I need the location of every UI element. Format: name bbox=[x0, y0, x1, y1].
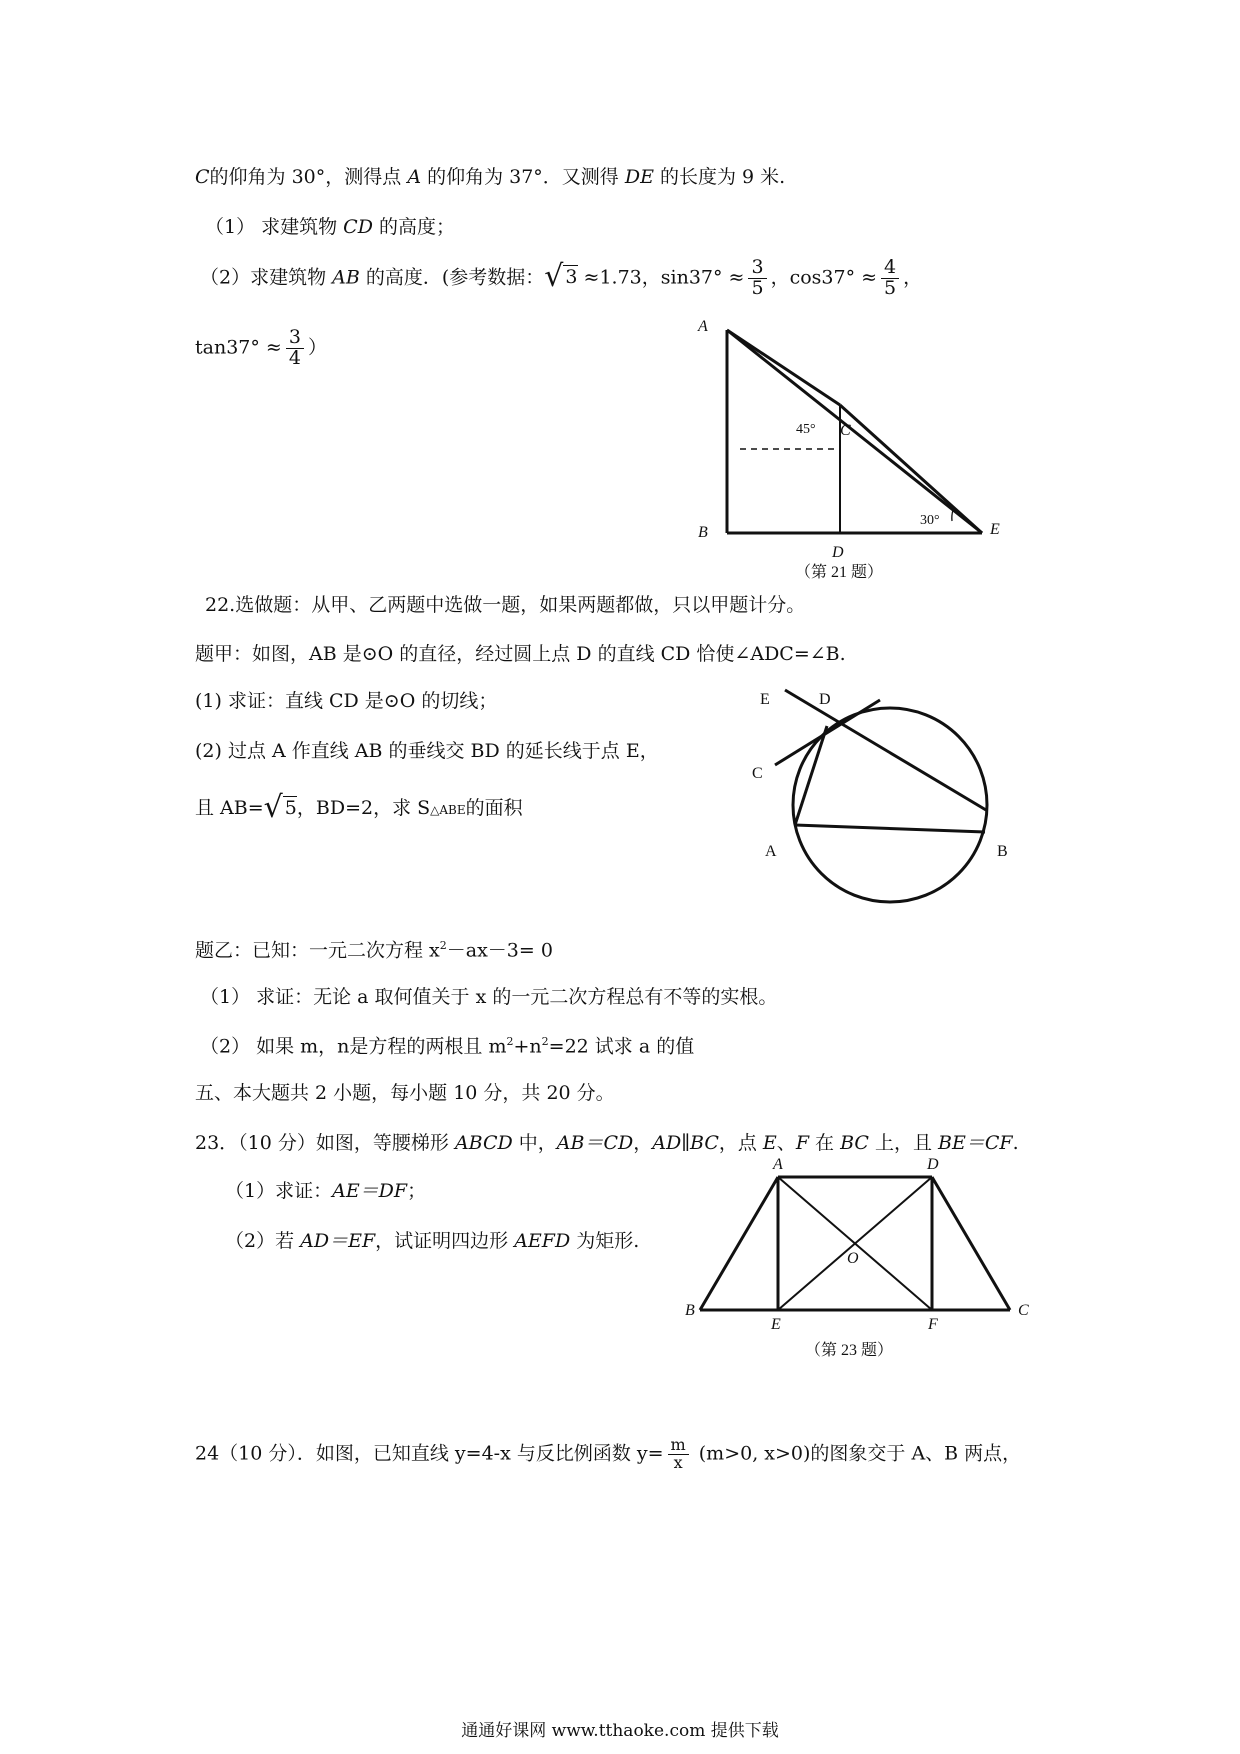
q24-line1: 24（10 分）．如图，已知直线 y=4-x 与反比例函数 y= $\frac{m}{x}$ (m>0, x>0)的图象交于 A、B 两点， bbox=[195, 1435, 1022, 1472]
q22-figure bbox=[745, 680, 1025, 920]
q22-yi-1: （1） 求证：无论 a 取何值关于 x 的一元二次方程总有不等的实根。 bbox=[200, 986, 778, 1008]
q23-diagonals bbox=[778, 1177, 932, 1310]
q21-caption: （第 21 题） bbox=[795, 564, 884, 581]
q22-jia-1: (1) 求证：直线 CD 是⊙O 的切线； bbox=[195, 690, 498, 712]
q21-triangle bbox=[727, 330, 982, 533]
q21-label-B: B bbox=[698, 524, 708, 541]
sqrt-sign: √ bbox=[544, 259, 564, 295]
section5-heading: 五、本大题共 2 小题，每小题 10 分，共 20 分。 bbox=[195, 1082, 615, 1104]
q21-label-A: A bbox=[698, 318, 708, 335]
q22-label-D: D bbox=[819, 691, 831, 708]
q21-angle-45: 45° bbox=[796, 422, 816, 437]
q21-line1: C的仰角为 30°，测得点 A 的仰角为 37°．又测得 DE 的长度为 9 米. bbox=[195, 166, 786, 188]
footer-credit: 通通好课网 www.tthaoke.com 提供下载 bbox=[461, 1721, 779, 1741]
q23-line1: 23．（10 分）如图，等腰梯形 ABCD 中，AB＝CD，AD∥BC，点 E、F 在 BC 上，且 BE＝CF. bbox=[195, 1132, 1019, 1154]
q23-label-C: C bbox=[1018, 1302, 1029, 1319]
q23-caption: （第 23 题） bbox=[805, 1342, 894, 1359]
q23-part2: （2）若 AD＝EF，试证明四边形 AEFD 为矩形. bbox=[225, 1230, 640, 1252]
sin-fraction: $\frac{3}{5}$ bbox=[748, 258, 766, 299]
q21-label-E: E bbox=[990, 521, 1000, 538]
q22-label-A: A bbox=[765, 843, 777, 860]
q21-label-D: D bbox=[832, 544, 844, 561]
q21-angle-arc bbox=[952, 510, 953, 521]
q21-label-C: C bbox=[840, 422, 851, 439]
q22-lines bbox=[775, 690, 986, 832]
q22-yi: 题乙：已知：一元二次方程 $x^2-ax-3= 0$ bbox=[195, 939, 553, 962]
q21-figure bbox=[690, 315, 1020, 585]
q24-fraction: $\frac{m}{x}$ bbox=[668, 1437, 689, 1472]
q23-label-F: F bbox=[928, 1316, 938, 1333]
q21-part1: （1） 求建筑物 CD 的高度； bbox=[205, 216, 455, 238]
sqrt-sign: √ bbox=[263, 790, 283, 825]
cos-fraction: $\frac{4}{5}$ bbox=[881, 258, 899, 299]
q21-part2-tan: tan37° ≈ $\frac{3}{4}$ ） bbox=[195, 326, 327, 369]
q21-angle-30: 30° bbox=[920, 513, 940, 528]
q22-jia-2: (2) 过点 A 作直线 AB 的垂线交 BD 的延长线于点 E， bbox=[195, 740, 659, 762]
q23-label-A: A bbox=[773, 1156, 783, 1173]
q23-label-B: B bbox=[685, 1302, 695, 1319]
q23-label-O: O bbox=[847, 1250, 859, 1267]
q22-intro: 22.选做题：从甲、乙两题中选做一题，如果两题都做，只以甲题计分。 bbox=[205, 594, 806, 616]
q22-label-C: C bbox=[752, 765, 763, 782]
q23-label-E: E bbox=[771, 1316, 781, 1333]
q22-jia-3: 且 AB=√ 5，BD=2，求 S△ABE的面积 bbox=[195, 790, 523, 825]
q22-label-B: B bbox=[997, 843, 1008, 860]
q22-yi-2: （2） 如果 m，n是方程的两根且 $m^2+n^2=22$ 试求 a 的值 bbox=[200, 1035, 695, 1058]
q23-label-D: D bbox=[927, 1156, 939, 1173]
q22-label-E: E bbox=[760, 691, 770, 708]
tan-fraction: $\frac{3}{4}$ bbox=[286, 328, 304, 369]
q23-part1: （1）求证：AE＝DF； bbox=[225, 1180, 427, 1202]
q23-figure bbox=[675, 1155, 1035, 1365]
q21-part2: （2）求建筑物 AB 的高度．(参考数据：√ 3 ≈1.73，sin37° ≈ $\frac{3}{5}$ ，cos37° ≈ $\frac{4}{5}$ ， bbox=[200, 256, 923, 299]
q22-jia: 题甲：如图，AB 是⊙O 的直径，经过圆上点 D 的直线 CD 恰使∠ADC=∠B. bbox=[195, 643, 846, 665]
